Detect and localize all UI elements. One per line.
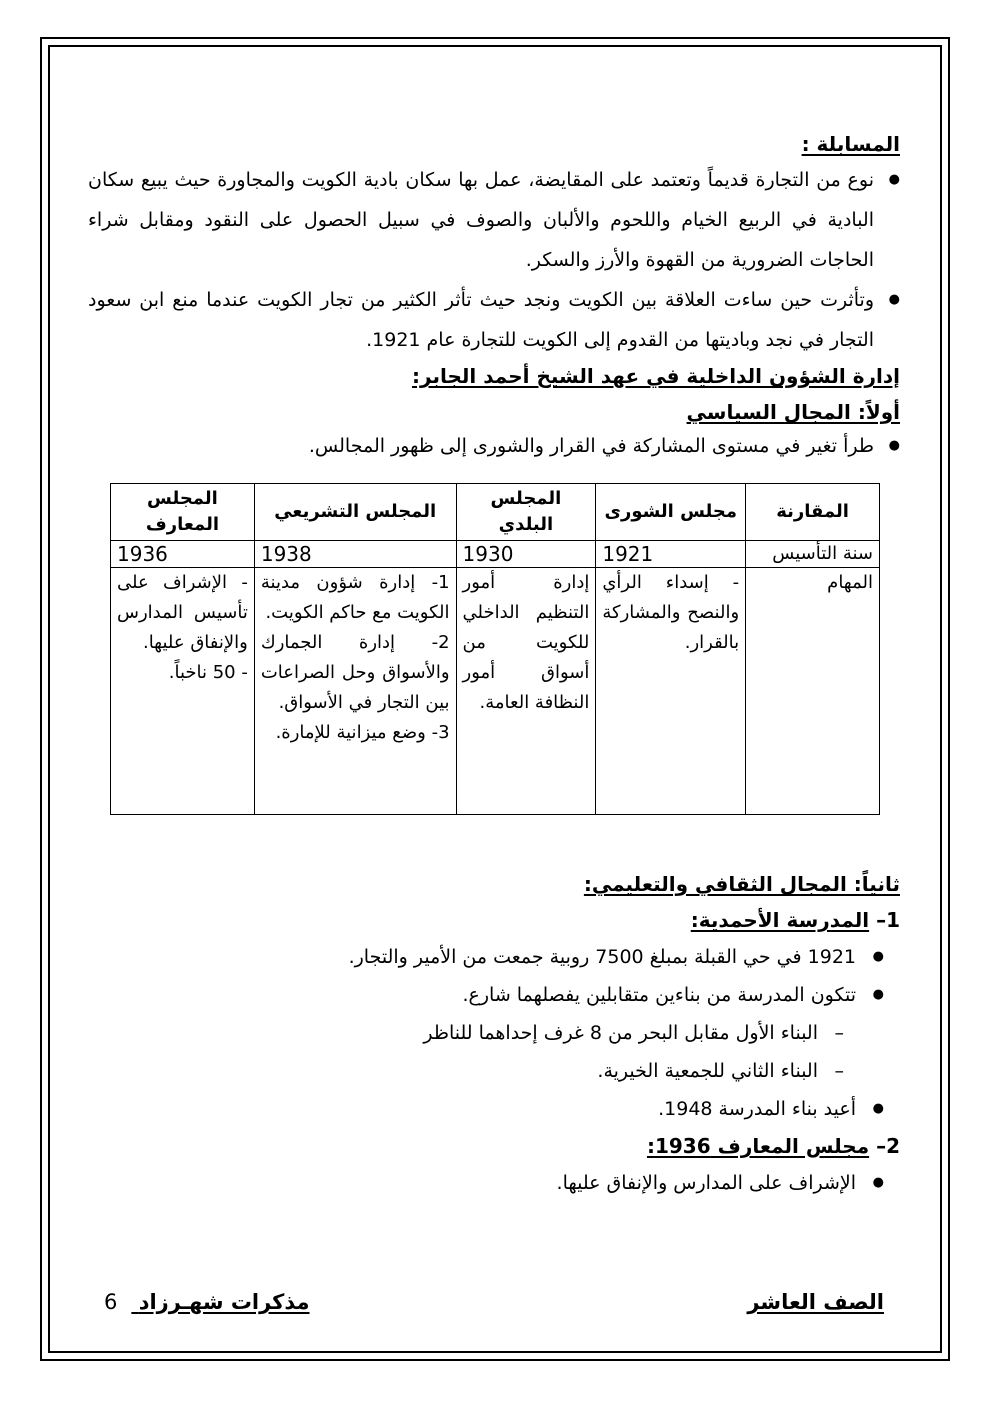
tasks-baladi xyxy=(456,568,596,815)
header-shura: مجلس الشورى xyxy=(596,484,746,541)
upper-content xyxy=(88,128,900,464)
year-maarif: 1936 xyxy=(111,541,255,568)
school-list xyxy=(88,938,900,1014)
header-tashrii: المجلس التشريعي xyxy=(254,484,456,541)
cultural-section xyxy=(88,866,900,1202)
header-baladi: المجلس البلدي xyxy=(456,484,596,541)
table-header-row xyxy=(111,484,880,541)
admin-heading: إدارة الشؤون الداخلية في عهد الشيخ أحمد الجابر: xyxy=(412,364,900,388)
tasks-label: المهام xyxy=(746,568,880,815)
councils-comparison-table xyxy=(110,483,880,815)
task-item: 3- وضع ميزانية للإمارة. xyxy=(275,722,450,743)
list-item: ● طرأ تغير في مستوى المشاركة في القرار والشورى إلى ظهور المجالس. xyxy=(88,428,900,464)
task-item: 2- إدارة الجمارك والأسواق وحل الصراعات بين التجار في الأسواق. xyxy=(260,632,450,713)
section-number: 2– xyxy=(876,1134,900,1158)
tasks-tashrii xyxy=(254,568,456,815)
musabala-heading: المسابلة : xyxy=(801,132,900,156)
year-shura: 1921 xyxy=(596,541,746,568)
tasks-shura xyxy=(596,568,746,815)
list-item: – البناء الأول مقابل البحر من 8 غرف إحداهما للناظر xyxy=(88,1014,900,1052)
table-row-tasks xyxy=(111,568,880,815)
footer-grade: الصف العاشر xyxy=(747,1290,884,1314)
school-title: المدرسة الأحمدية: xyxy=(690,908,870,932)
year-tashrii: 1938 xyxy=(254,541,456,568)
task-item: إدارة أمور التنظيم الداخلي للكويت من أسواق أمور النظافة العامة. xyxy=(462,572,590,713)
task-item: - الإشراف على تأسيس المدارس والإنفاق عليها. xyxy=(117,572,248,653)
header-comparison: المقارنة xyxy=(746,484,880,541)
list-item: ● الإشراف على المدارس والإنفاق عليها. xyxy=(88,1164,900,1202)
footer-notes-title: مذكرات شهـرزاد xyxy=(138,1290,310,1314)
list-item: ● نوع من التجارة قديماً وتعتمد على المقايضة، عمل بها سكان بادية الكويت والمجاورة حيث يبيع سكان البادية في الربيع الخيام واللحوم والألبان والصوف في سبيل الحصول على النقود ومقابل شراء الحاجات الضرورية من القهوة والأرز والسكر. xyxy=(88,160,900,280)
council-list xyxy=(88,1164,900,1202)
list-item: ● أعيد بناء المدرسة 1948. xyxy=(88,1090,900,1128)
section-number: 1– xyxy=(876,908,900,932)
task-item: - إسداء الرأي والنصح والمشاركة بالقرار. xyxy=(602,572,740,653)
year-baladi: 1930 xyxy=(456,541,596,568)
list-item: ● 1921 في حي القبلة بمبلغ 7500 روبية جمعت من الأمير والتجار. xyxy=(88,938,900,976)
list-item: ● وتأثرت حين ساءت العلاقة بين الكويت ونجد حيث تأثر الكثير من تجار الكويت عندما منع ابن سعود التجار في نجد وباديتها من القدوم إلى الكويت للتجارة عام 1921. xyxy=(88,280,900,360)
council-heading xyxy=(88,1128,900,1164)
header-maarif: المجلس المعارف xyxy=(111,484,255,541)
task-item: - 50 ناخباً. xyxy=(168,662,248,683)
founding-year-label: سنة التأسيس xyxy=(746,541,880,568)
tasks-maarif xyxy=(111,568,255,815)
list-item: – البناء الثاني للجمعية الخيرية. xyxy=(88,1052,900,1090)
cultural-heading: ثانياً: المجال الثقافي والتعليمي: xyxy=(583,872,900,896)
political-heading: أولاً: المجال السياسي xyxy=(686,400,900,424)
task-item: 1- إدارة شؤون مدينة الكويت مع حاكم الكويت. xyxy=(260,572,450,623)
school-rebuild-list xyxy=(88,1090,900,1128)
school-buildings-list xyxy=(88,1014,900,1090)
political-list xyxy=(88,428,900,464)
table-row-founding-year xyxy=(111,541,880,568)
council-title: مجلس المعارف 1936: xyxy=(646,1134,870,1158)
musabala-list xyxy=(88,160,900,360)
page-number: 6 xyxy=(104,1290,118,1314)
list-item: ● تتكون المدرسة من بناءين متقابلين يفصلهما شارع. xyxy=(88,976,900,1014)
footer-notes xyxy=(104,1290,310,1314)
school-heading xyxy=(88,902,900,938)
